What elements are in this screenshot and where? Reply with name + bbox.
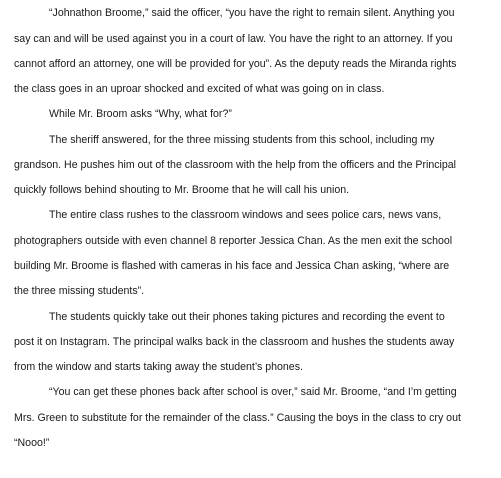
paragraph-5-line-2: post it on Instagram. The principal walks back in the classroom and hushes the students away <box>14 336 455 348</box>
paragraph-3-line-1: The sheriff answered, for the three missing students from this school, including my <box>49 134 435 146</box>
paragraph-2-line-1: While Mr. Broom asks “Why, what for?” <box>49 108 232 120</box>
paragraph-6-line-1: “You can get these phones back after school is over,” said Mr. Broome, “and I’m getting <box>49 386 457 398</box>
paragraph-5-line-1: The students quickly take out their phones taking pictures and recording the event to <box>49 311 445 323</box>
paragraph-5-line-3: from the window and starts taking away the student’s phones. <box>14 361 303 373</box>
paragraph-6-line-3: “Nooo!” <box>14 437 50 449</box>
paragraph-1-line-2: say can and will be used against you in a court of law. You have the right to an attorney. If you <box>14 33 453 45</box>
paragraph-4-line-1: The entire class rushes to the classroom windows and sees police cars, news vans, <box>49 209 442 221</box>
paragraph-1-line-1: “Johnathon Broome,” said the officer, “you have the right to remain silent. Anything you <box>49 7 455 19</box>
paragraph-6-line-2: Mrs. Green to substitute for the remainder of the class.” Causing the boys in the class to cry out <box>14 412 461 424</box>
paragraph-4-line-2: photographers outside with even channel 8 reporter Jessica Chan. As the men exit the school <box>14 235 453 247</box>
paragraph-4-line-4: the three missing students”. <box>14 285 145 297</box>
paragraph-3-line-2: grandson. He pushes him out of the classroom with the help from the officers and the Principal <box>14 159 457 171</box>
paragraph-4-line-3: building Mr. Broome is flashed with cameras in his face and Jessica Chan asking, “where are <box>14 260 450 272</box>
paragraph-1-line-4: the class goes in an uproar shocked and excited of what was going on in class. <box>14 83 385 95</box>
paragraph-3-line-3: quickly follows behind shouting to Mr. Broome that he will call his union. <box>14 184 350 196</box>
paragraph-1-line-3: cannot afford an attorney, one will be provided for you”. As the deputy reads the Miranda rights <box>14 58 457 70</box>
